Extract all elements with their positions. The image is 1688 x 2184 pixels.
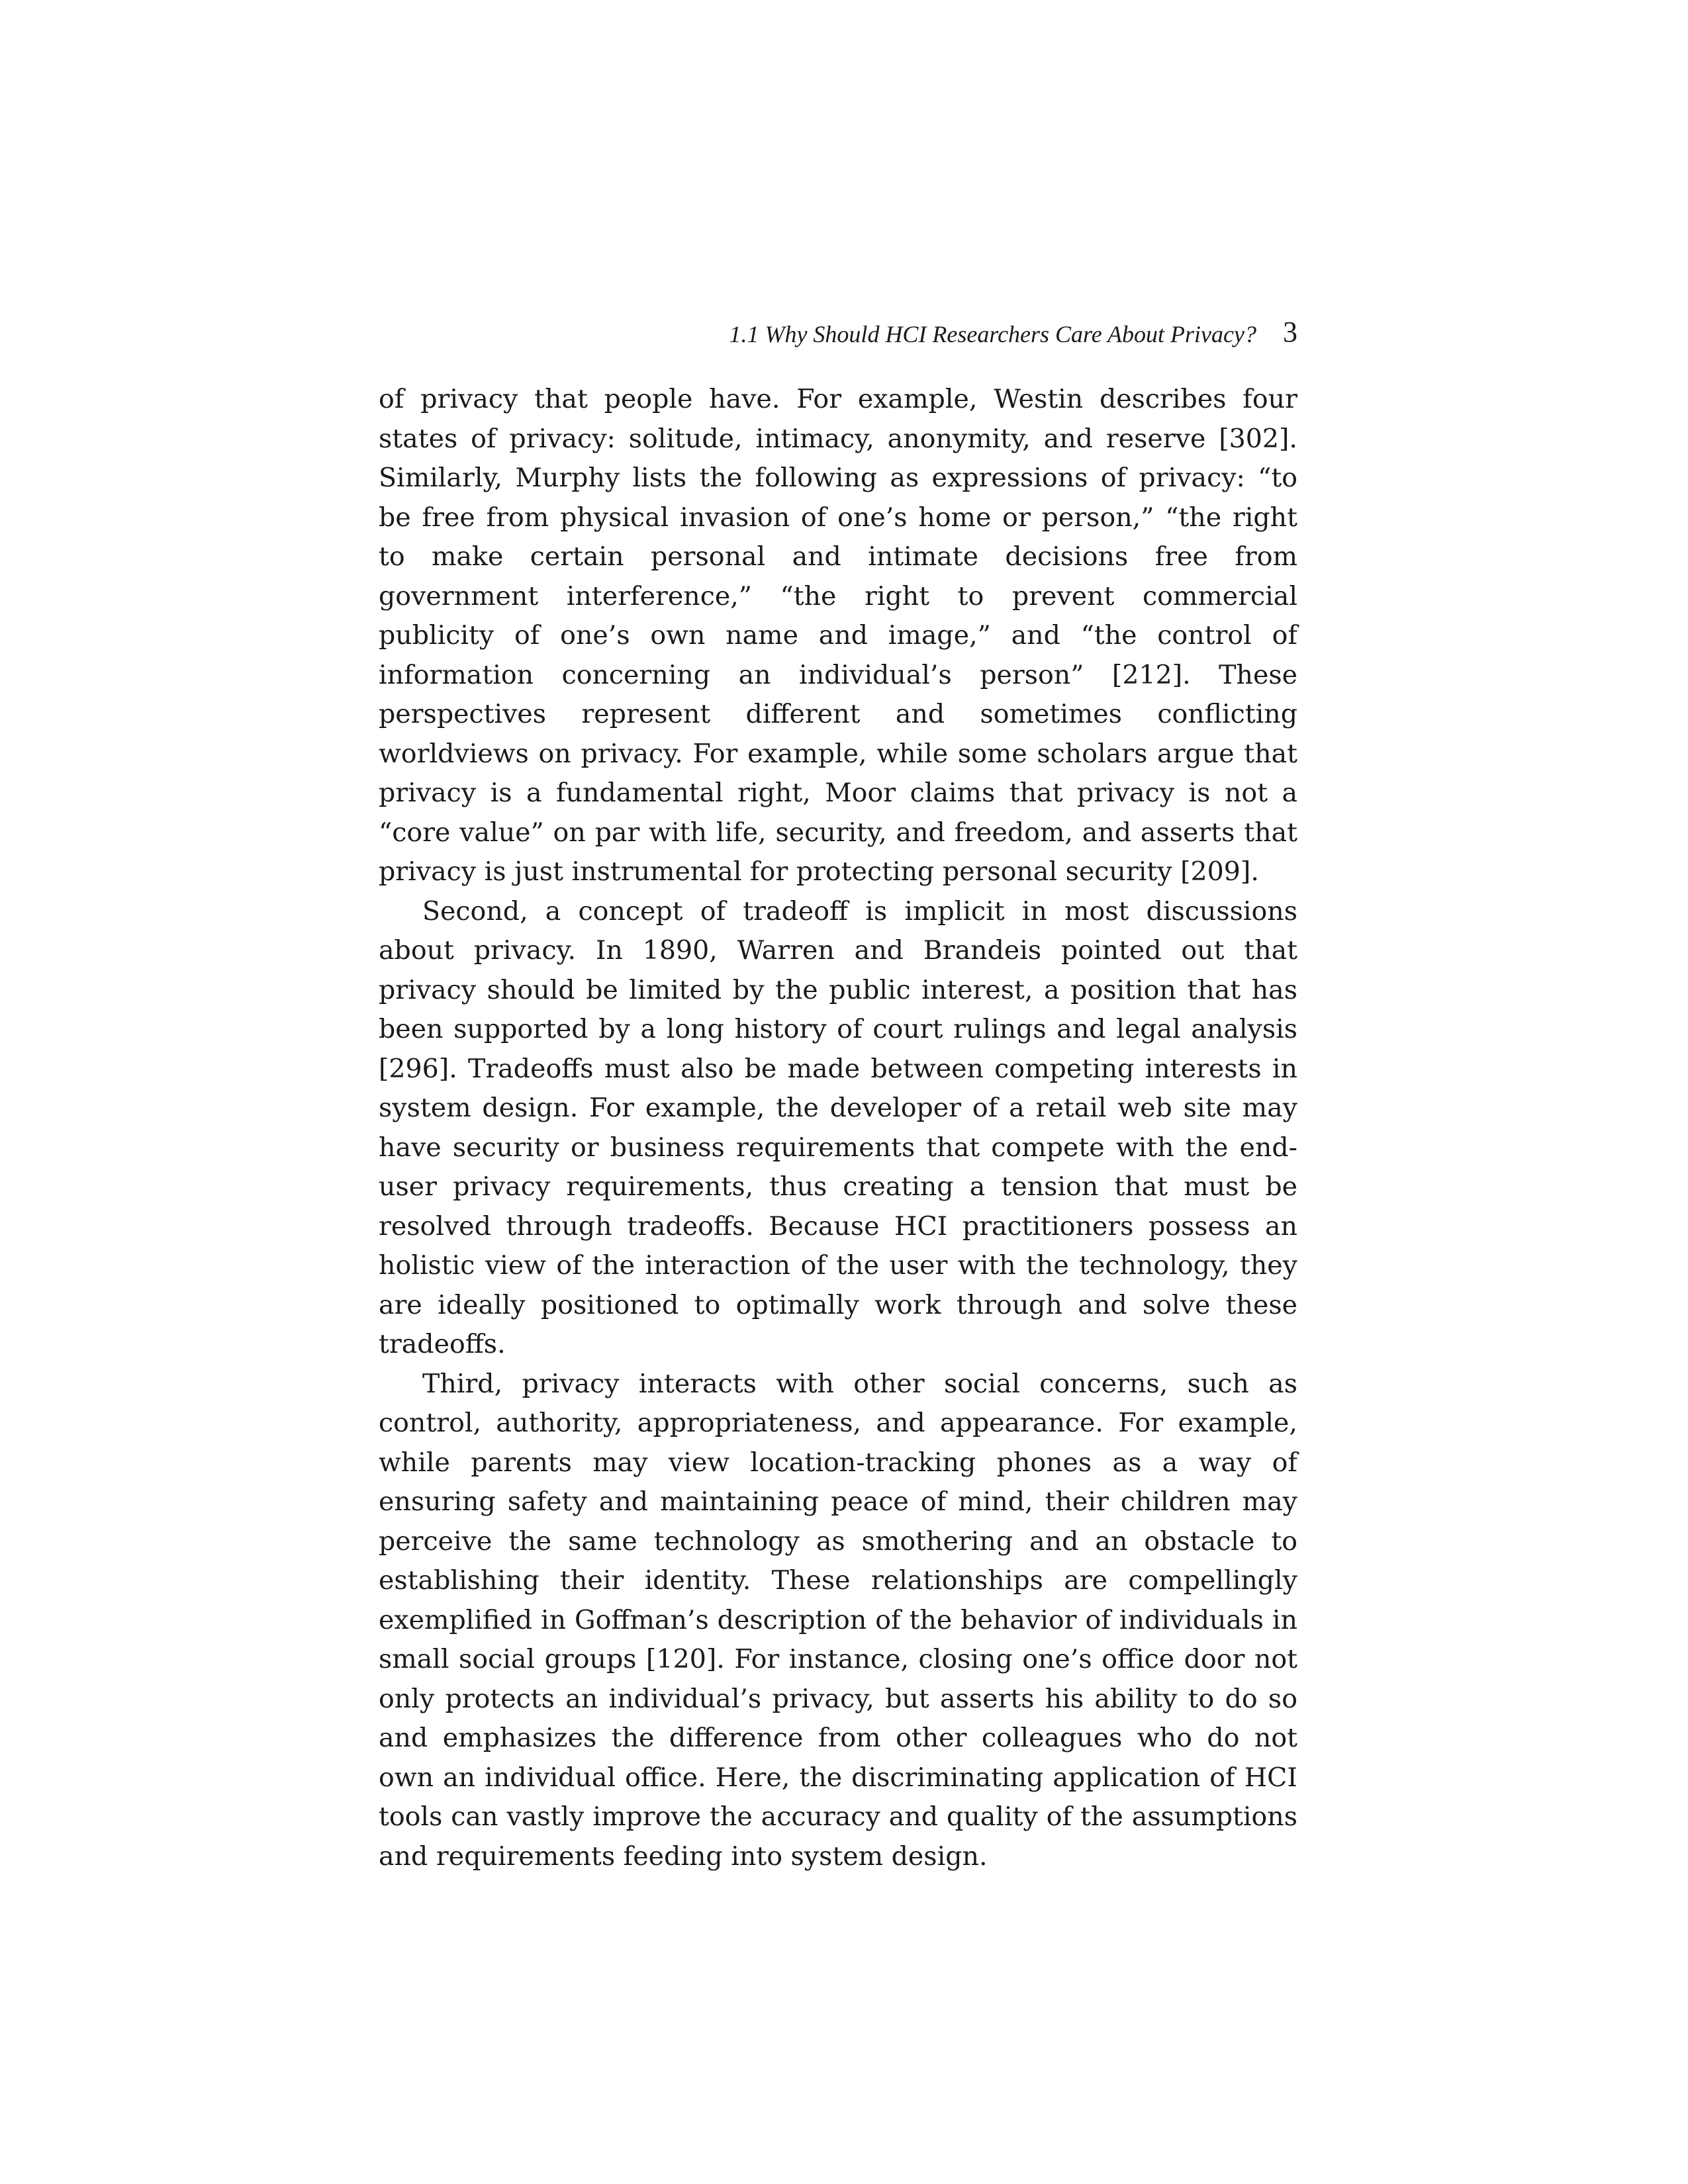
body-text [379, 380, 1297, 1876]
paragraph-1: of privacy that people have. For example, Westin describes four states of privacy: solitude, intimacy, anonymity, and reserve [302]. Similarly, Murphy lists the following as expressions of privacy: “to be free from physical invasion of one’s home or person,” “the right to make certain personal and intimate decisions free from government interference,” “the right to prevent commercial publicity of one’s own name and image,” and “the control of information concerning an individual’s person” [212]. These perspectives represent different and sometimes conflicting worldviews on privacy. For example, while some scholars argue that privacy is a fundamental right, Moor claims that privacy is not a “core value” on par with life, security, and freedom, and asserts that privacy is just instrumental for protecting personal security [209]. [379, 384, 1297, 887]
running-header-section-title: 1.1 Why Should HCI Researchers Care About Privacy? [729, 321, 1256, 347]
paragraph-3: Third, privacy interacts with other social concerns, such as control, authority, appropriateness, and appearance. For example, while parents may view location-tracking phones as a way of ensuring safety and maintaining peace of mind, their children may perceive the same technology as smothering and an obstacle to establishing their identity. These relationships are compellingly exemplified in Goffman’s description of the behavior of individuals in small social groups [120]. For instance, closing one’s office door not only protects an individual’s privacy, but asserts his ability to do so and emphasizes the difference from other colleagues who do not own an individual office. Here, the discriminating application of HCI tools can vastly improve the accuracy and quality of the assumptions and requirements feeding into system design. [379, 1368, 1297, 1872]
paragraph-2: Second, a concept of tradeoff is implicit in most discussions about privacy. In 1890, Warren and Brandeis pointed out that privacy should be limited by the public interest, a position that has been supported by a long history of court rulings and legal analysis [296]. Tradeoffs must also be made between competing interests in system design. For example, the developer of a retail web site may have security or business requirements that compete with the end-user privacy requirements, thus creating a tension that must be resolved through tradeoffs. Because HCI practitioners possess an holistic view of the interaction of the user with the technology, they are ideally positioned to optimally work through and solve these tradeoffs. [379, 895, 1297, 1359]
running-header [379, 315, 1297, 355]
page-number: 3 [1283, 316, 1297, 348]
